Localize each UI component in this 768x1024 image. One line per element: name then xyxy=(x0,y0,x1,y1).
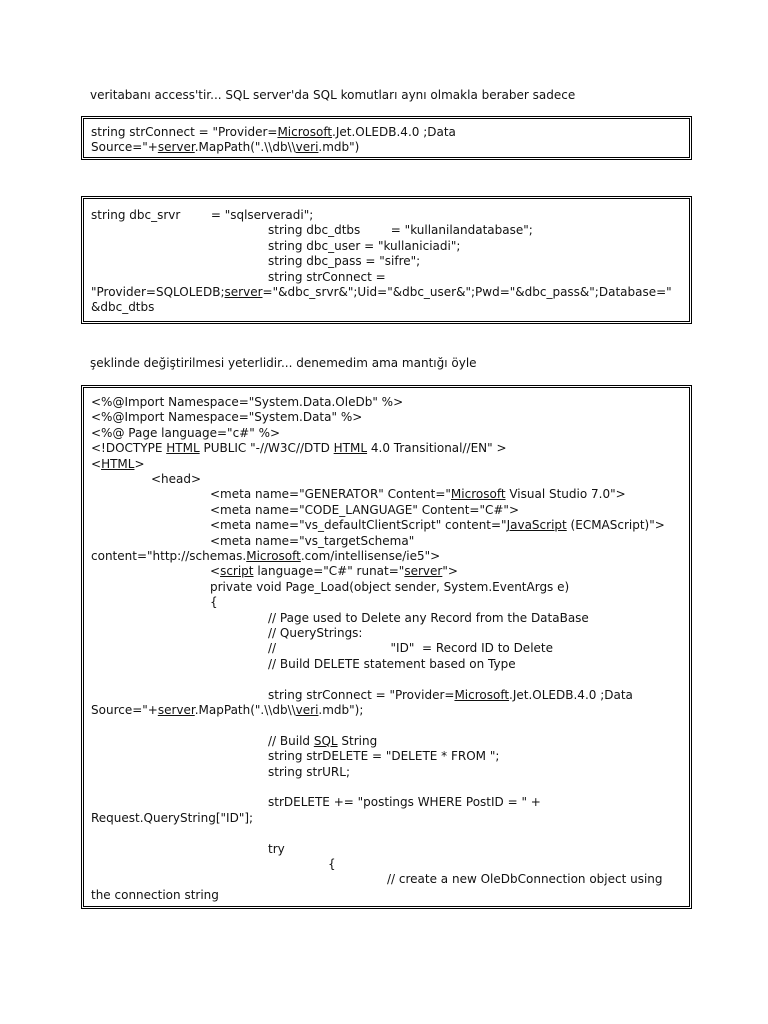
code-token: { xyxy=(328,857,336,871)
code-token: .MapPath(".\\db\\ xyxy=(194,140,296,155)
code-token: Source="+ xyxy=(91,140,158,155)
code-line xyxy=(91,410,362,425)
code-line xyxy=(91,811,253,826)
code-token: { xyxy=(210,595,218,610)
code-line xyxy=(268,657,516,672)
code-token: the connection string xyxy=(91,887,219,902)
code-line xyxy=(210,534,414,549)
code-box-access-connection xyxy=(81,116,692,160)
code-underlined-token: HTML xyxy=(166,441,200,456)
code-token: (ECMAScript)"> xyxy=(566,518,665,533)
code-line xyxy=(328,857,336,872)
code-line xyxy=(91,300,154,315)
code-line xyxy=(91,140,359,155)
code-token: // create a new OleDbConnection object using xyxy=(387,872,663,887)
code-token: // Build xyxy=(268,733,314,748)
code-token: PUBLIC "-//W3C//DTD xyxy=(199,441,334,456)
code-line xyxy=(268,223,533,238)
code-token: string dbc_pass = "sifre"; xyxy=(268,254,421,269)
code-token: <%@Import Namespace="System.Data" %> xyxy=(91,410,363,425)
code-token: // QueryStrings: xyxy=(268,626,363,640)
code-line xyxy=(268,611,589,626)
code-underlined-token: script xyxy=(220,564,254,579)
code-line xyxy=(268,734,377,749)
code-line xyxy=(91,285,672,300)
between-paragraph: şeklinde değiştirilmesi yeterlidir... denemedim ama mantığı öyle xyxy=(90,356,477,370)
code-line xyxy=(91,703,363,718)
code-line xyxy=(268,765,350,780)
code-underlined-token: server xyxy=(157,703,195,717)
code-token: try xyxy=(268,841,285,856)
code-token: string strConnect = "Provider= xyxy=(268,687,455,702)
code-line xyxy=(91,888,219,903)
code-line xyxy=(91,426,280,441)
code-token: string strConnect = "Provider= xyxy=(91,125,278,139)
code-line xyxy=(91,549,440,564)
code-line xyxy=(91,457,145,472)
code-token: Request.QueryString["ID"]; xyxy=(91,810,254,825)
code-token: &dbc_dtbs xyxy=(91,300,155,315)
code-token: Visual Studio 7.0"> xyxy=(505,487,626,502)
code-underlined-token: HTML xyxy=(333,441,368,456)
code-token: .MapPath(".\\db\\ xyxy=(194,703,296,717)
code-line xyxy=(210,595,218,610)
code-token: .Jet.OLEDB.4.0 ;Data xyxy=(509,687,633,702)
code-box-sql-server-connection xyxy=(81,196,692,324)
code-line xyxy=(210,564,458,579)
code-token: // "ID" = Record ID to Delete xyxy=(268,641,553,656)
code-line xyxy=(210,518,665,533)
code-line xyxy=(268,749,499,764)
code-underlined-token: server xyxy=(157,140,195,155)
code-underlined-token: server xyxy=(404,564,443,579)
code-underlined-token: Microsoft xyxy=(450,487,506,502)
code-underlined-token: server xyxy=(224,285,263,299)
code-token: // Build DELETE statement based on Type xyxy=(268,656,516,671)
code-line xyxy=(91,125,456,140)
code-line xyxy=(268,641,553,656)
code-token: string strDELETE = "DELETE * FROM "; xyxy=(268,749,500,764)
code-token: < xyxy=(210,564,221,579)
code-token: // Page used to Delete any Record from the DataBase xyxy=(268,610,589,625)
code-line xyxy=(268,254,420,269)
intro-paragraph: veritabanı access'tir... SQL server'da SQL komutları aynı olmakla beraber sadece xyxy=(90,88,576,102)
code-token: string dbc_user = "kullaniciadi"; xyxy=(268,238,461,253)
code-token: < xyxy=(91,456,102,471)
code-line xyxy=(268,239,460,254)
code-token: .com/intellisense/ie5"> xyxy=(300,549,441,563)
code-line xyxy=(268,842,285,857)
code-token: Source="+ xyxy=(91,703,158,717)
code-token: string dbc_dtbs = "kullanilandatabase"; xyxy=(268,223,533,238)
code-token: string strURL; xyxy=(268,764,351,779)
code-underlined-token: JavaScript xyxy=(506,518,567,533)
code-token: content="http://schemas. xyxy=(91,549,247,563)
code-token: string dbc_srvr = "sqlserveradi"; xyxy=(91,208,314,222)
code-token: <meta name="GENERATOR" Content=" xyxy=(210,487,451,502)
code-token: 4.0 Transitional//EN" > xyxy=(367,441,507,456)
code-underlined-token: Microsoft xyxy=(277,125,333,139)
code-token: <%@Import Namespace="System.Data.OleDb" %> xyxy=(91,395,404,409)
code-line xyxy=(91,441,507,456)
code-line xyxy=(268,795,541,810)
code-line xyxy=(210,580,569,595)
code-token: <meta name="vs_defaultClientScript" content=" xyxy=(210,518,507,533)
code-token: <!DOCTYPE xyxy=(91,441,167,456)
code-token: private void Page_Load(object sender, System.EventArgs e) xyxy=(210,579,570,594)
code-token: strDELETE += "postings WHERE PostID = " + xyxy=(268,795,541,810)
code-token: <meta name="CODE_LANGUAGE" Content="C#"> xyxy=(210,502,519,517)
code-line xyxy=(91,208,313,223)
code-token: <meta name="vs_targetSchema" xyxy=(210,533,415,548)
code-token: "> xyxy=(442,564,458,579)
code-line xyxy=(268,626,362,641)
code-line xyxy=(151,472,201,487)
code-underlined-token: veri xyxy=(295,703,319,717)
code-token: .mdb"); xyxy=(318,703,364,717)
code-token: string strConnect = xyxy=(268,269,386,284)
code-box-delete-page xyxy=(81,385,692,909)
code-line xyxy=(210,487,626,502)
code-line xyxy=(91,395,403,410)
code-line xyxy=(210,503,519,518)
code-underlined-token: HTML xyxy=(101,456,135,471)
code-token: language="C#" runat=" xyxy=(253,564,405,579)
code-token: <head> xyxy=(151,472,202,486)
code-line xyxy=(387,872,663,887)
code-token: ="&dbc_srvr&";Uid="&dbc_user&";Pwd="&dbc_pass&";Database=" xyxy=(262,285,672,299)
code-token: > xyxy=(134,456,145,471)
code-token: String xyxy=(337,733,378,748)
code-line xyxy=(268,270,386,285)
code-token: "Provider=SQLOLEDB; xyxy=(91,285,225,299)
code-token: .Jet.OLEDB.4.0 ;Data xyxy=(332,125,456,139)
code-token: <%@ Page language="c#" %> xyxy=(91,425,281,440)
code-underlined-token: Microsoft xyxy=(246,549,301,563)
code-underlined-token: Microsoft xyxy=(454,687,510,702)
code-token: .mdb") xyxy=(318,140,360,155)
code-underlined-token: veri xyxy=(295,140,319,155)
code-line xyxy=(268,688,633,703)
code-underlined-token: SQL xyxy=(313,733,338,748)
